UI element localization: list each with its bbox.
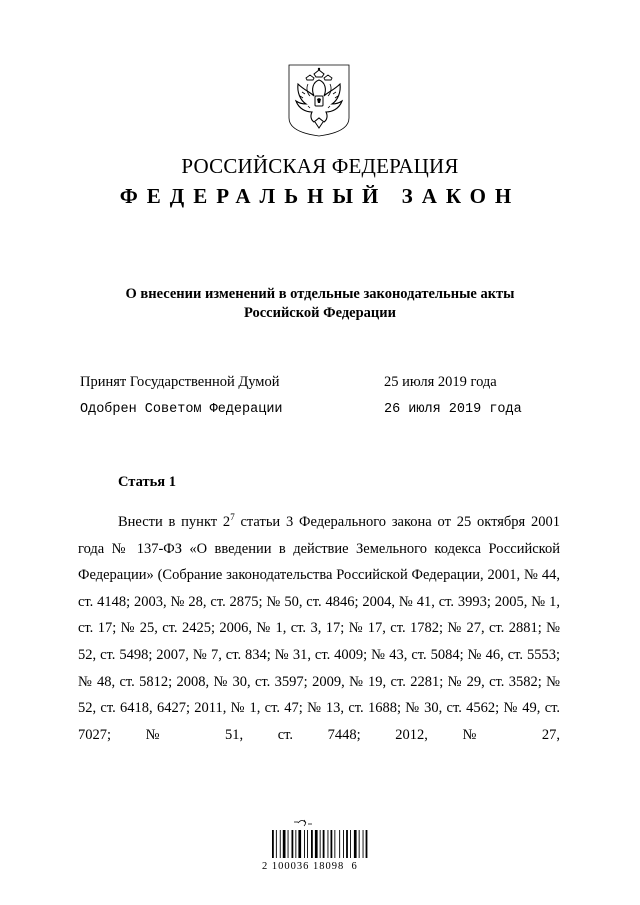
barcode-bar <box>292 830 294 858</box>
barcode-bar <box>328 830 329 858</box>
law-title-line1: О внесении изменений в отдельные законодательные акты <box>125 286 515 302</box>
article-superscript: 7 <box>230 512 235 523</box>
document-type: ФЕДЕРАЛЬНЫЙ ЗАКОН <box>119 184 521 208</box>
law-title <box>60 285 580 323</box>
barcode-bar <box>283 830 286 858</box>
barcode-bar <box>363 830 364 858</box>
council-approval-date: 26 июля 2019 года <box>384 402 522 417</box>
article-text-start: Внести в пункт 2 <box>118 514 231 530</box>
law-title-line2: Российской Федерации <box>243 305 396 321</box>
barcode-bar <box>304 830 305 858</box>
barcode-bar <box>288 830 289 858</box>
barcode-bar <box>359 830 360 858</box>
barcode-bar <box>323 830 325 858</box>
country-name: РОССИЙСКАЯ ФЕДЕРАЦИЯ <box>181 154 459 178</box>
article-paragraph <box>78 509 560 748</box>
barcode-bar <box>311 830 313 858</box>
barcode-bar <box>354 830 357 858</box>
barcode-bar <box>276 830 277 858</box>
article-body <box>78 509 560 748</box>
barcode-bar <box>307 830 308 858</box>
barcode-bar <box>320 830 321 858</box>
barcode-bar <box>295 830 296 858</box>
barcode-bar <box>343 830 344 858</box>
duma-adoption-label: Принят Государственной Думой <box>80 374 280 390</box>
barcode-bar <box>272 830 274 858</box>
duma-adoption-date: 25 июля 2019 года <box>384 374 497 390</box>
barcode-bar <box>366 830 368 858</box>
article-text-rest: статьи 3 Федерального закона от 25 октября 2001 года № 137-ФЗ «О введении в действие Земельного кодекса Российской Федерации» (Собрание законодательства Российской Федерации, 2001, № 44, ст. 4148; 2003, № 28, ст. 2875; № 50, ст. 4846; 2004, № 41, ст. 3993; 2005, № 1, ст. 17; № 25, ст. 2425; 2006, № 1, ст. 3, 17; № 17, ст. 1782; № 27, ст. 2881; № 52, ст. 5498; 2007, № 7, ст. 834; № 31, ст. 4009; № 43, ст. 5084; № 46, ст. 5553; № 48, ст. 5812; 2008, № 30, ст. 3597; 2009, № 19, ст. 2281; № 29, ст. 3582; № 52, ст. 6418, 6427; 2011, № 1, ст. 47; № 13, ст. 1688; № 30, ст. 4562; № 49, ст. 7027; № 51, ст. 7448; 2012, № 27, <box>78 514 560 743</box>
barcode <box>268 818 368 865</box>
barcode-number: 2 100036 18098 6 <box>262 861 358 872</box>
barcode-icon <box>268 818 368 860</box>
article-heading: Статья 1 <box>118 474 176 490</box>
council-approval-label: Одобрен Советом Федерации <box>80 402 283 417</box>
barcode-bar <box>331 830 333 858</box>
barcode-bar <box>315 830 318 858</box>
barcode-bar <box>350 830 351 858</box>
state-emblem-icon <box>286 62 352 138</box>
barcode-bar <box>346 830 348 858</box>
barcode-bar <box>298 830 301 858</box>
barcode-bar <box>280 830 281 858</box>
barcode-bar <box>334 830 335 858</box>
barcode-bar <box>339 830 340 858</box>
